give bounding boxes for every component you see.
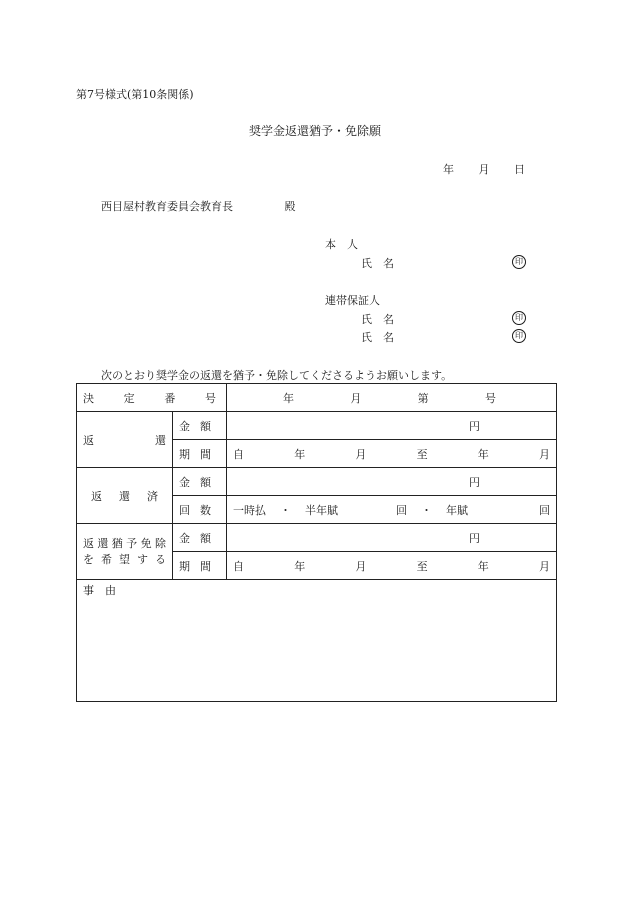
addressee-honorific: 殿 [284, 200, 296, 213]
repayment-period-label: 期 間 [173, 440, 227, 468]
repaid-amount-row [77, 468, 557, 496]
request-text: 次のとおり奨学金の返還を猶予・免除してくださるようお願いします。 [101, 369, 453, 382]
repaid-amount-field[interactable]: 円 [227, 468, 557, 496]
reason-label: 事 由 [83, 584, 116, 597]
application-table [76, 383, 557, 702]
guarantor-seal-1 [512, 310, 526, 325]
repayment-amount-field[interactable]: 円 [227, 412, 557, 440]
date-line [443, 161, 525, 177]
repaid-amount-label: 金 額 [173, 468, 227, 496]
seal-icon: 印 [512, 329, 526, 343]
request-period-field[interactable]: 自 年 月 至 年 月 [227, 552, 557, 580]
seal-icon: 印 [512, 255, 526, 269]
repaid-label: 返 還 済 [77, 468, 173, 524]
request-amount-row [77, 524, 557, 552]
addressee [101, 198, 296, 214]
guarantor-label: 連帯保証人 [325, 294, 380, 307]
request-amount-label: 金 額 [173, 524, 227, 552]
applicant-seal [512, 254, 526, 269]
date-day-label: 日 [514, 163, 525, 176]
repaid-count-label: 回 数 [173, 496, 227, 524]
decision-number-field[interactable]: 年 月 第 号 [227, 384, 557, 412]
repaid-count-field[interactable]: 一時払 ・ 半年賦 回 ・ 年賦 回 [227, 496, 557, 524]
guarantor-name-label-2: 氏 名 [361, 331, 394, 344]
seal-icon: 印 [512, 311, 526, 325]
decision-number-row [77, 384, 557, 412]
form-title: 奨学金返還猶予・免除願 [249, 124, 382, 138]
form-number: 第7号様式(第10条関係) [76, 88, 194, 101]
repayment-amount-label: 金 額 [173, 412, 227, 440]
applicant-label: 本 人 [325, 238, 358, 251]
request-label: 返 還 猶 予 免 除 を 希 望 す る [77, 524, 173, 580]
repayment-period-field[interactable]: 自 年 月 至 年 月 [227, 440, 557, 468]
addressee-name: 西目屋村教育委員会教育長 [101, 200, 233, 213]
request-amount-field[interactable]: 円 [227, 524, 557, 552]
guarantor-name-label-1: 氏 名 [361, 313, 394, 326]
date-year-label: 年 [443, 163, 454, 176]
reason-row [77, 580, 557, 702]
repayment-amount-row [77, 412, 557, 440]
repayment-label: 返 還 [77, 412, 173, 468]
guarantor-seal-2 [512, 328, 526, 343]
reason-field[interactable] [77, 580, 557, 702]
decision-number-label: 決 定 番 号 [77, 384, 227, 412]
date-month-label: 月 [478, 163, 490, 176]
request-period-label: 期 間 [173, 552, 227, 580]
applicant-name-label: 氏 名 [361, 257, 394, 270]
